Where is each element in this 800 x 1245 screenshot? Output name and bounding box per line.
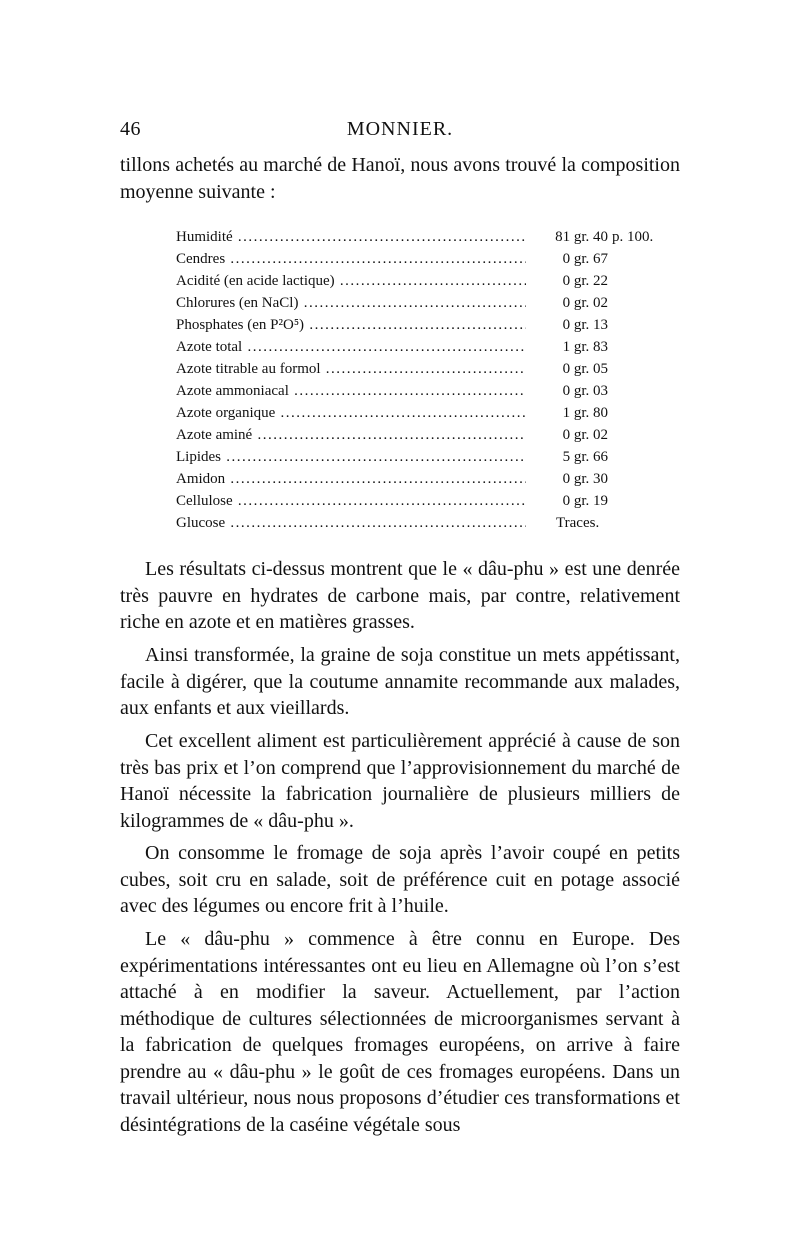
table-row [176,270,706,292]
row-value: 1 gr. 83 [562,339,608,355]
table-row [176,226,706,248]
table-row [176,490,706,512]
table-row [176,292,706,314]
row-label: Azote total ..... [176,336,526,358]
row-value: 1 gr. 80 [562,405,608,421]
row-value: 0 gr. 03 [562,383,608,399]
table-row [176,402,706,424]
table-row [176,424,706,446]
row-label: Amidon ..... [176,468,526,490]
body-paragraph: On consomme le fromage de soja après l’avoir coupé en petits cubes, soit cru en salade, soit de préférence cuit en potage associé avec des légumes ou encore frit à l’huile. [120,842,680,917]
body-paragraph: Cet excellent aliment est particulièrement apprécié à cause de son très bas prix et l’on comprend que l’approvisionnement du marché de Hanoï nécessite la fabrication journalière de plusieurs milliers de kilogrammes de « dâu-phu ». [120,730,680,832]
row-value: 0 gr. 05 [562,361,608,377]
row-label: Humidité ..... [176,226,526,248]
row-label: Cendres ..... [176,248,526,270]
body-paragraph: Le « dâu-phu » commence à être connu en Europe. Des expérimentations intéressantes ont eu lieu en Allemagne où l’on s’est attaché à en modifier la saveur. Actuellement, par l’action méthodique de cultures sélectionnées de microorganismes servant à la fabrication de quelques fromages européens, on arrive à faire prendre au « dâu-phu » le goût de ces fromages européens. Dans un travail ultérieur, nous nous proposons d’étudier ces transformations et désintégrations de la caséine végétale sous [120,928,680,1136]
row-label: Phosphates (en P²O⁵) ..... [176,314,526,336]
table-row [176,248,706,270]
table-row [176,358,706,380]
row-label: Acidité (en acide lactique) ..... [176,270,526,292]
row-value: 0 gr. 02 [562,427,608,443]
composition-table [176,226,706,534]
row-label: Azote titrable au formol ..... [176,358,526,380]
row-value: 0 gr. 30 [562,471,608,487]
row-value: 0 gr. 13 [562,317,608,333]
table-row [176,314,706,336]
table-row [176,468,706,490]
row-value: 5 gr. 66 [562,449,608,465]
intro-paragraph: tillons achetés au marché de Hanoï, nous avons trouvé la composition moyenne suivante : [120,154,680,203]
running-title: MONNIER. [346,118,454,140]
row-value: Traces. [556,515,600,531]
row-label: Chlorures (en NaCl) ..... [176,292,526,314]
row-value: 0 gr. 19 [562,493,608,509]
page-number: 46 [120,118,141,140]
table-row [176,336,706,358]
row-label: Lipides ..... [176,446,526,468]
body-paragraph: Les résultats ci-dessus montrent que le « dâu-phu » est une denrée très pauvre en hydrates de carbone mais, par contre, relativement riche en azote et en matières grasses. [120,558,680,633]
row-value: 81 gr. 40 [555,229,608,245]
table-row [176,446,706,468]
running-header [120,118,680,148]
row-value: 0 gr. 02 [562,295,608,311]
unit-label: p. 100. [612,229,654,245]
row-label: Cellulose ..... [176,490,526,512]
row-value: 0 gr. 22 [562,273,608,289]
row-label: Azote ammoniacal ..... [176,380,526,402]
body-paragraph: Ainsi transformée, la graine de soja constitue un mets appétissant, facile à digérer, que la coutume annamite recommande aux malades, aux enfants et aux vieillards. [120,644,680,719]
row-label: Azote organique ..... [176,402,526,424]
row-label: Glucose ..... [176,512,526,534]
table-row [176,512,706,534]
row-label: Azote aminé ..... [176,424,526,446]
table-row [176,380,706,402]
row-value: 0 gr. 67 [562,251,608,267]
